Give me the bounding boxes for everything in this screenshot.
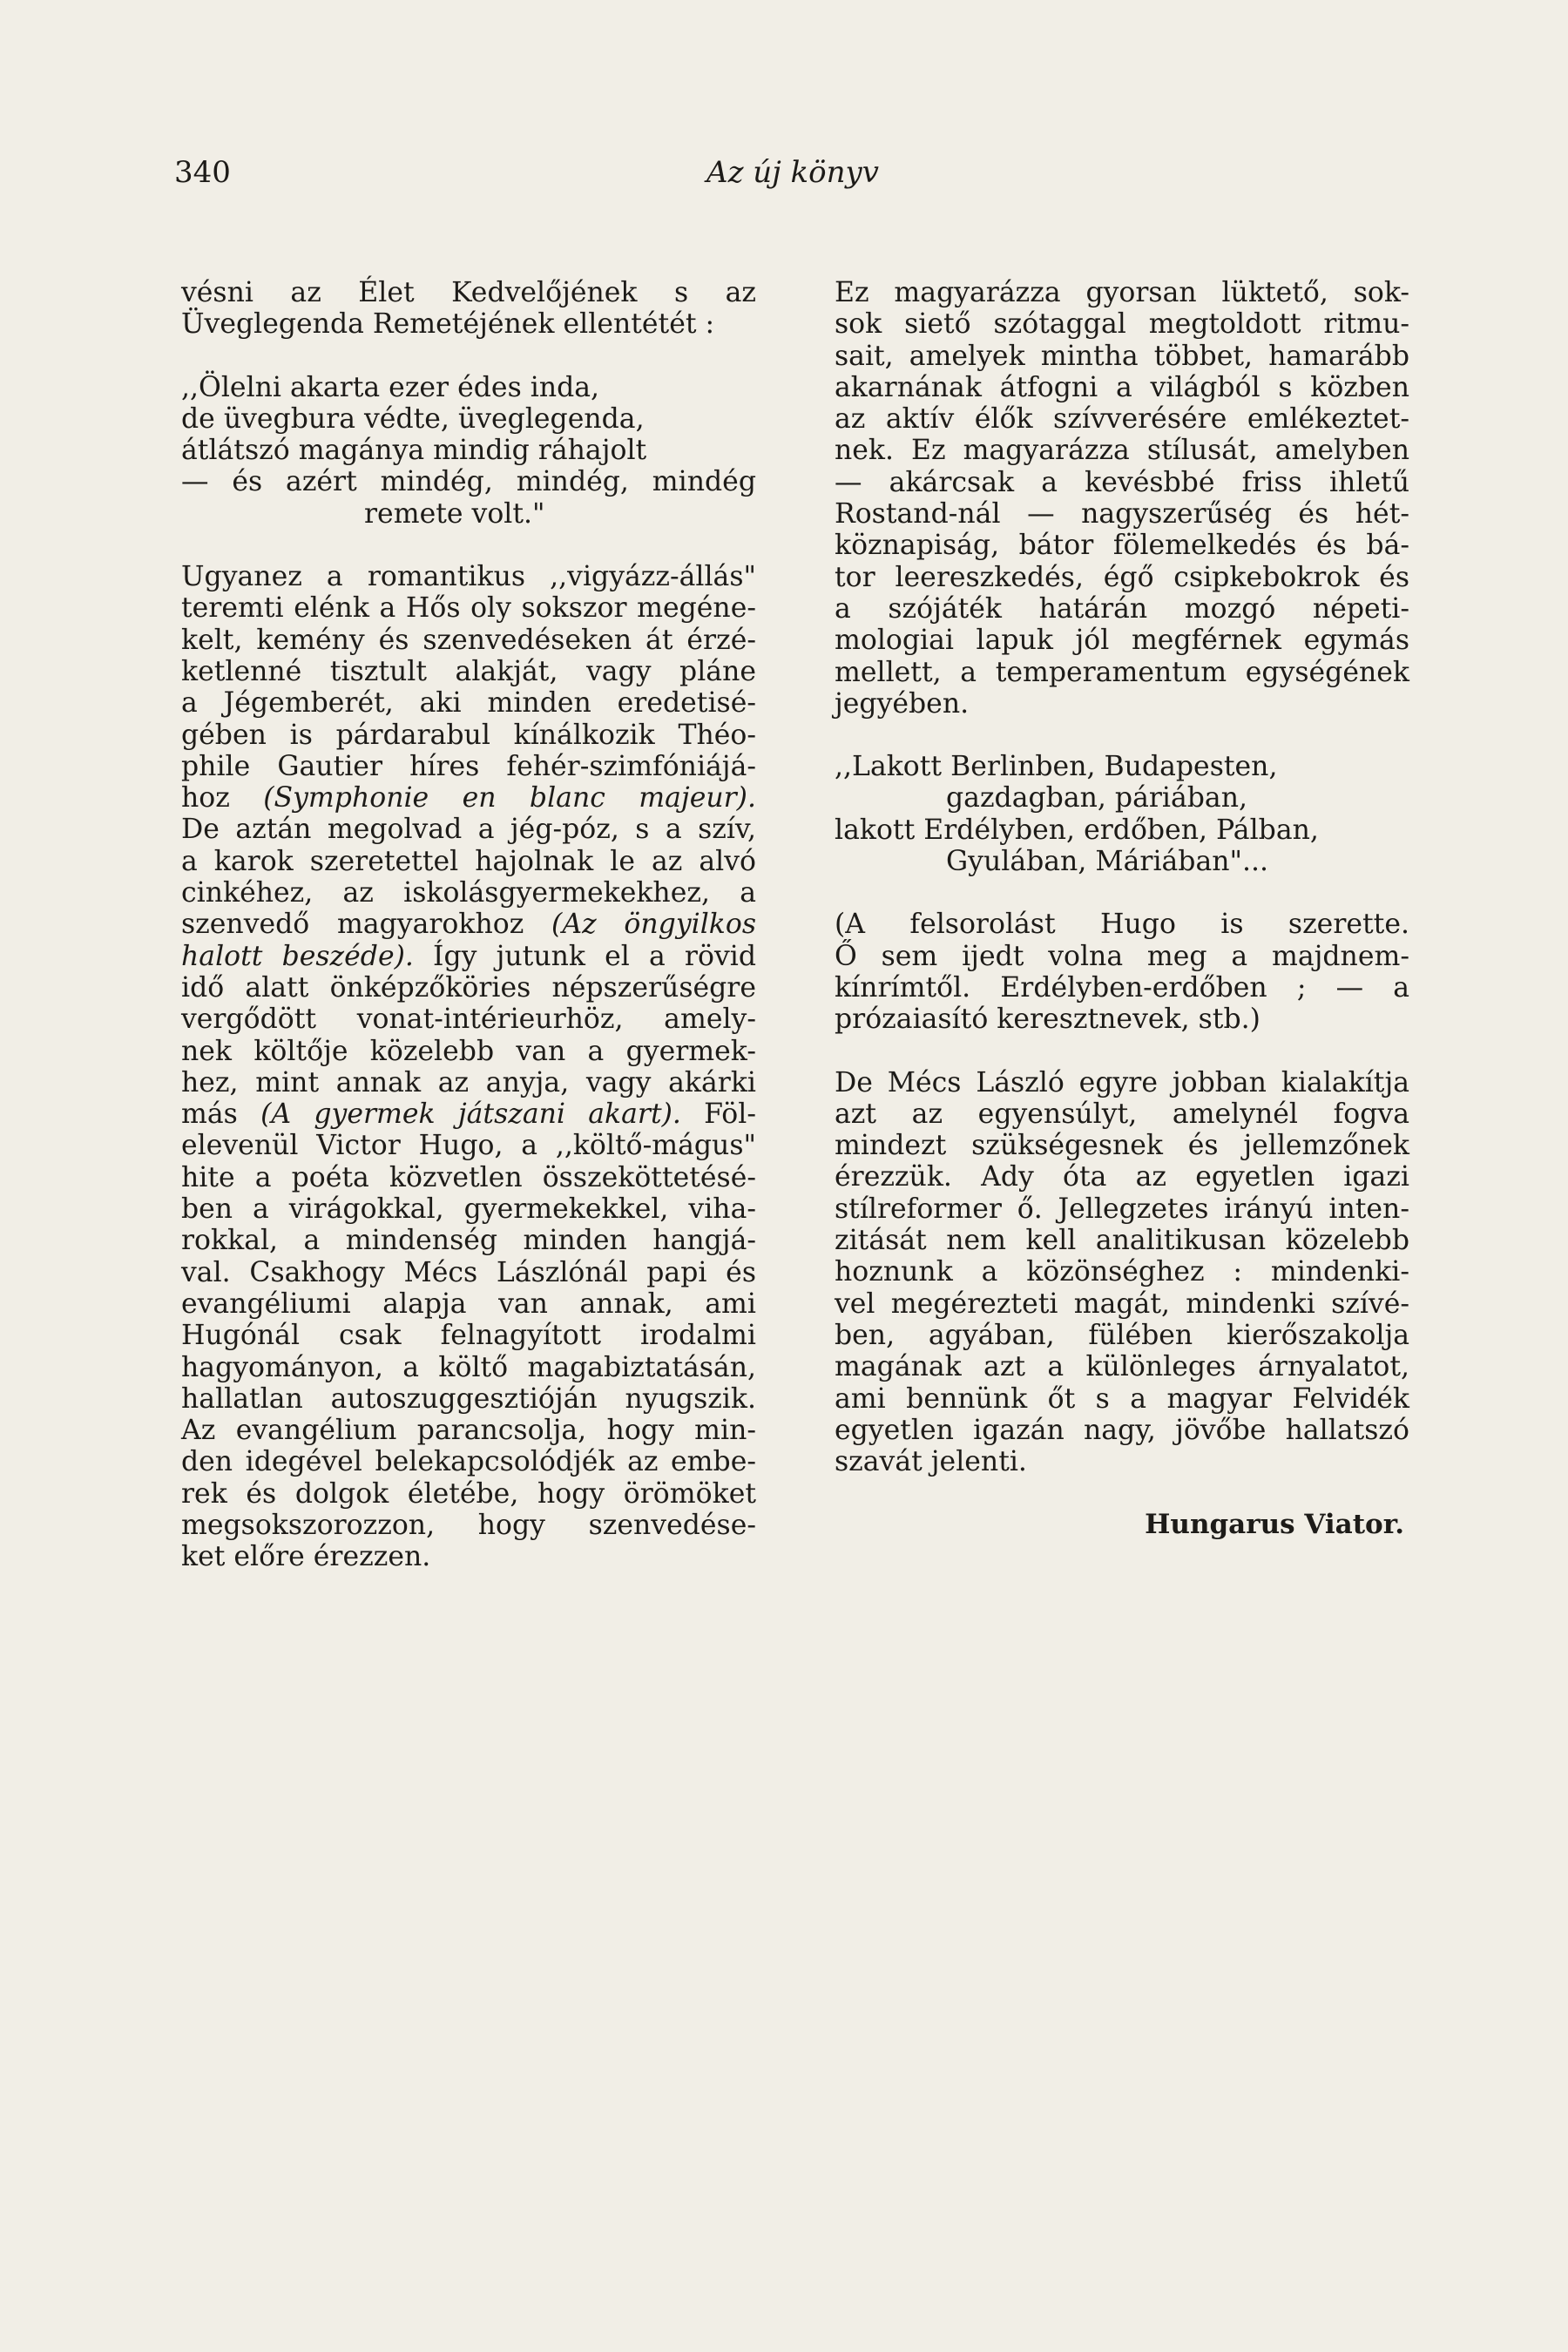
left-main-paragraph <box>181 561 756 1573</box>
text-line <box>181 1098 756 1130</box>
text-line <box>181 909 756 940</box>
text-line: stílreformer ő. Jellegzetes irányú inten- <box>835 1193 1409 1225</box>
text-fragment: szenvedő magyarokhoz <box>181 909 552 941</box>
text-line: Ő sem ijedt volna meg a majdnem- <box>835 940 1409 972</box>
poem-line: — és azért mindég, mindég, mindég <box>181 466 756 498</box>
text-fragment: Így jutunk el a rövid <box>413 940 756 972</box>
text-line: ketlenné tisztult alakját, vagy pláne <box>181 655 756 687</box>
text-fragment: más <box>181 1098 261 1131</box>
text-line: val. Csakhogy Mécs Lászlónál papi és <box>181 1256 756 1288</box>
text-fragment: Föl- <box>680 1098 756 1131</box>
text-line: a karok szeretettel hajolnak le az alvó <box>181 845 756 877</box>
text-line: De aztán megolvad a jég-póz, s a szív, <box>181 814 756 846</box>
text-line: hallatlan autoszuggesztióján nyugszik. <box>181 1382 756 1415</box>
text-line <box>181 782 756 814</box>
parenthetical-note <box>835 909 1409 1035</box>
text-line: kelt, kemény és szenvedéseken át érzé- <box>181 624 756 656</box>
author-signature: Hungarus Viator. <box>1145 1509 1404 1541</box>
running-title: Az új könyv <box>706 155 879 190</box>
verse-quote <box>835 751 1409 877</box>
text-line: (A felsorolást Hugo is szerette. <box>835 909 1409 941</box>
text-line: érezzük. Ady óta az egyetlen igazi <box>835 1161 1409 1193</box>
text-line: a szójáték határán mozgó népeti- <box>835 592 1409 625</box>
right-opening-paragraph <box>835 277 1409 720</box>
text-line: Az evangélium parancsolja, hogy min- <box>181 1415 756 1447</box>
work-title: halott beszéde). <box>181 940 414 972</box>
text-line: De Mécs László egyre jobban kialakítja <box>835 1066 1409 1098</box>
text-line: teremti elénk a Hős oly sokszor megéne- <box>181 592 756 625</box>
verse-line: gazdagban, páriában, <box>946 782 1248 814</box>
text-line: ben, agyában, fülében kierőszakolja <box>835 1319 1409 1351</box>
text-line: zitását nem kell analitikusan közelebb <box>835 1225 1409 1257</box>
text-line: hez, mint annak az anyja, vagy akárki <box>181 1066 756 1098</box>
page-header <box>174 155 1411 199</box>
text-line: Rostand-nál — nagyszerűség és hét- <box>835 498 1409 531</box>
text-line: idő alatt önképzőköries népszerűségre <box>181 971 756 1004</box>
text-line: a Jégemberét, aki minden eredetisé- <box>181 687 756 720</box>
poem-line: ,,Ölelni akarta ezer édes inda, <box>181 371 600 403</box>
text-line <box>181 941 756 972</box>
text-line: Üveglegenda Remetéjének ellentétét : <box>181 308 715 341</box>
text-line: egyetlen igazán nagy, jövőbe hallatszó <box>835 1414 1409 1446</box>
text-line: hoznunk a közönséghez : mindenki- <box>835 1256 1409 1288</box>
verse-line: ,,Lakott Berlinben, Budapesten, <box>835 751 1278 783</box>
text-line: evangéliumi alapja van annak, ami <box>181 1288 756 1320</box>
text-line: elevenül Victor Hugo, a ,,költő-mágus" <box>181 1130 756 1162</box>
text-line: sok siető szótaggal megtoldott ritmu- <box>835 308 1409 341</box>
poem-line: remete volt." <box>364 497 545 530</box>
text-line: köznapiság, bátor fölemelkedés és bá- <box>835 530 1409 562</box>
text-line: vergődött vonat-intérieurhöz, amely- <box>181 1004 756 1036</box>
poem-line: de üvegbura védte, üveglegenda, <box>181 402 645 435</box>
text-line: — akárcsak a kevésbbé friss ihletű <box>835 466 1409 498</box>
text-line: vel megérezteti magát, mindenki szívé- <box>835 1288 1409 1320</box>
text-line: tor leereszkedés, égő csipkebokrok és <box>835 561 1409 593</box>
text-line: Ez magyarázza gyorsan lüktető, sok- <box>835 277 1409 308</box>
text-line: rokkal, a mindenség minden hangjá- <box>181 1225 756 1257</box>
text-line: nek. Ez magyarázza stílusát, amelyben <box>835 435 1409 467</box>
text-line: ami bennünk őt s a magyar Felvidék <box>835 1382 1409 1415</box>
text-line: kínrímtől. Erdélyben-erdőben ; — a <box>835 971 1409 1004</box>
work-title: (Symphonie en blanc majeur). <box>263 782 756 814</box>
text-line: sait, amelyek mintha többet, hamarább <box>835 340 1409 372</box>
right-column <box>835 277 1409 1541</box>
work-title: (A gyermek játszani akart). <box>260 1098 681 1131</box>
left-opening-paragraph <box>181 277 756 341</box>
text-line: vésni az Élet Kedvelőjének s az <box>181 277 756 308</box>
text-line: den idegével belekapcsolódjék az embe- <box>181 1446 756 1478</box>
text-line: akarnának átfogni a világból s közben <box>835 371 1409 403</box>
poem-line: átlátszó magánya mindig ráhajolt <box>181 435 647 467</box>
text-line: ben a virágokkal, gyermekekkel, viha- <box>181 1193 756 1226</box>
text-line: gében is párdarabul kínálkozik Théo- <box>181 719 756 751</box>
text-line: jegyében. <box>835 687 970 720</box>
text-line: mindezt szükségesnek és jellemzőnek <box>835 1130 1409 1162</box>
text-line: phile Gautier híres fehér-szimfóniájá- <box>181 750 756 782</box>
page-number: 340 <box>174 155 231 190</box>
left-column <box>181 277 756 1573</box>
text-line: cinkéhez, az iskolásgyermekekhez, a <box>181 877 756 909</box>
text-line: hagyományon, a költő magabiztatásán, <box>181 1351 756 1383</box>
text-line: Hugónál csak felnagyított irodalmi <box>181 1320 756 1352</box>
text-fragment: hoz <box>181 782 264 814</box>
text-line: mellett, a temperamentum egységének <box>835 656 1409 688</box>
text-line: Ugyanez a romantikus ,,vigyázz-állás" <box>181 561 756 593</box>
text-line: magának azt a különleges árnyalatot, <box>835 1351 1409 1383</box>
text-line: nek költője közelebb van a gyermek- <box>181 1035 756 1067</box>
text-line: megsokszorozzon, hogy szenvedése- <box>181 1509 756 1541</box>
text-line: hite a poéta közvetlen összeköttetésé- <box>181 1161 756 1193</box>
text-line: azt az egyensúlyt, amelynél fogva <box>835 1098 1409 1130</box>
verse-line: lakott Erdélyben, erdőben, Pálban, <box>835 814 1319 846</box>
text-line: prózaiasító keresztnevek, stb.) <box>835 1004 1260 1036</box>
work-title: (Az öngyilkos <box>551 909 756 941</box>
poem-quote <box>181 372 756 530</box>
closing-paragraph <box>835 1067 1409 1478</box>
text-line: ket előre érezzen. <box>181 1541 431 1573</box>
text-line: szavát jelenti. <box>835 1446 1027 1478</box>
text-line: rek és dolgok életébe, hogy örömöket <box>181 1477 756 1510</box>
text-line: az aktív élők szívverésére emlékeztet- <box>835 403 1409 436</box>
verse-line: Gyulában, Máriában"... <box>946 846 1269 878</box>
text-line: mologiai lapuk jól megférnek egymás <box>835 625 1409 657</box>
